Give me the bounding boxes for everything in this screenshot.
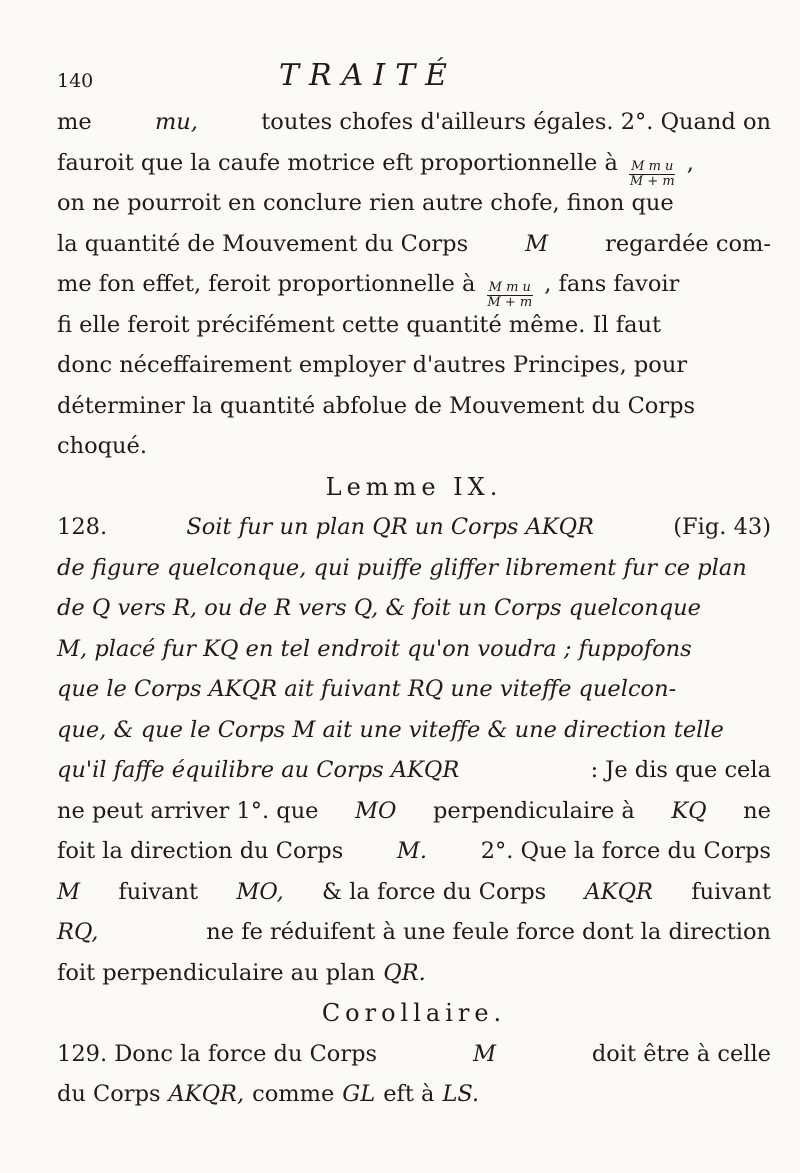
- text-line: du Corps AKQR, comme GL eft à LS.: [57, 1081, 480, 1107]
- text-line: ne peut arriver 1°. que MO perpendiculaire à KQ ne: [57, 797, 771, 824]
- body-text: [57, 102, 771, 1115]
- text-line: foit perpendiculaire au plan QR.: [57, 959, 426, 986]
- text-line: me fon effet, feroit proportionnelle à $\frac{\text{M m u}}{M + m}$ , fans favoir: [57, 271, 680, 310]
- text-line: 129. Donc la force du Corps M doit être à celle: [57, 1040, 771, 1067]
- text-line: me mu, toutes chofes d'ailleurs égales. 2°. Quand on: [57, 109, 771, 135]
- text-line: de figure quelconque, qui puiffe gliffer librement fur ce plan: [57, 554, 747, 581]
- text-line: la quantité de Mouvement du Corps M regardée com-: [57, 230, 771, 257]
- text-line: 128. Soit fur un plan QR un Corps AKQR (Fig. 43): [57, 514, 771, 540]
- text-line: donc néceffairement employer d'autres Principes, pour: [57, 352, 688, 378]
- text-line: que le Corps AKQR ait fuivant RQ une viteffe quelcon-: [57, 676, 677, 702]
- text-line: fi elle feroit précifément cette quantité même. Il faut: [57, 311, 662, 338]
- text-line: on ne pourroit en conclure rien autre chofe, finon que: [57, 190, 674, 216]
- fraction: $\frac{\text{M m u}}{M + m}$: [487, 280, 533, 310]
- running-title: TRAITÉ: [279, 58, 458, 93]
- text-line: M fuivant MO, & la force du Corps AKQR fuivant: [57, 878, 771, 905]
- text-line: qu'il faffe équilibre au Corps AKQR : Je dis que cela: [57, 757, 771, 783]
- text-line: de Q vers R, ou de R vers Q, & foit un Corps quelconque: [57, 595, 701, 621]
- page-number: 140: [57, 70, 94, 92]
- text-line: fauroit que la caufe motrice eft proportionnelle à $\frac{\text{M m u}}{M + m}$ ,: [57, 149, 694, 189]
- text-line: que, & que le Corps M ait une viteffe & une direction telle: [57, 716, 724, 743]
- text-line: RQ, ne fe réduifent à une feule force dont la direction: [57, 919, 771, 945]
- section-heading-lemme: Lemme IX.: [325, 472, 503, 501]
- text-line: foit la direction du Corps M. 2°. Que la force du Corps: [57, 838, 771, 864]
- running-header: [57, 56, 757, 92]
- fraction: $\frac{\text{M m u}}{M + m}$: [629, 158, 675, 189]
- text-line: M, placé fur KQ en tel endroit qu'on voudra ; fuppofons: [57, 635, 692, 662]
- section-heading-corollaire: Corollaire.: [321, 999, 507, 1027]
- text-line: déterminer la quantité abfolue de Mouvement du Corps: [57, 392, 696, 419]
- text-line: choqué.: [57, 433, 147, 459]
